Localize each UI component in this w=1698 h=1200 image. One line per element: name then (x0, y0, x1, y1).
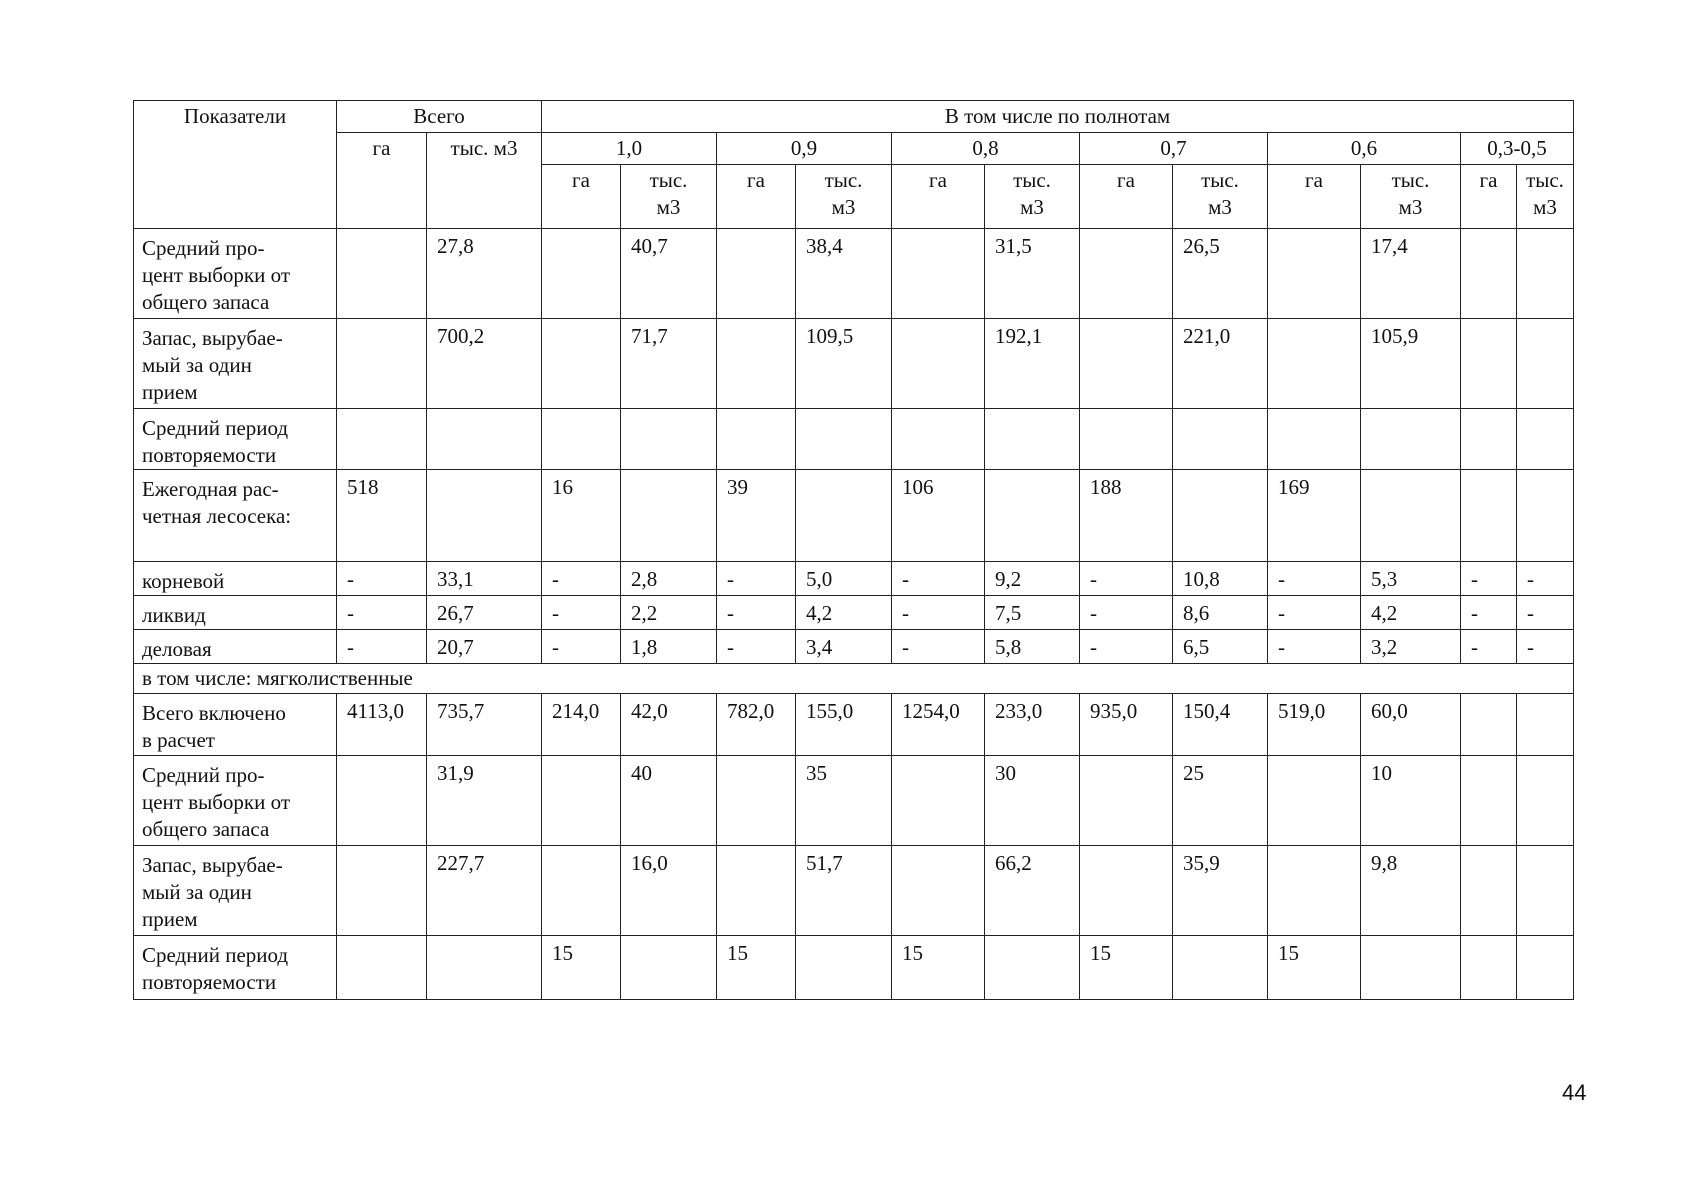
table-cell: 5,8 (985, 630, 1080, 664)
table-cell (1517, 756, 1574, 846)
header-density-2: 0,9 (717, 133, 892, 165)
table-cell: 15 (542, 936, 621, 1000)
row-label: Ежегодная рас- четная лесосека: (134, 470, 337, 562)
table-cell: 66,2 (985, 846, 1080, 936)
table-cell (892, 846, 985, 936)
header-density-4: 0,7 (1080, 133, 1268, 165)
table-cell: - (1517, 596, 1574, 630)
table-row (134, 562, 1574, 596)
table-cell (892, 756, 985, 846)
table-cell (1268, 756, 1361, 846)
section-label: в том числе: мягколиственные (134, 664, 1574, 694)
table-cell (1361, 409, 1461, 470)
table-cell (337, 229, 427, 319)
table-cell: 15 (1268, 936, 1361, 1000)
table-cell: 1254,0 (892, 694, 985, 756)
table-cell: 2,2 (621, 596, 717, 630)
table-cell: 169 (1268, 470, 1361, 562)
table-cell: - (717, 562, 796, 596)
table-cell (1173, 470, 1268, 562)
header-density-3: 0,8 (892, 133, 1080, 165)
header-row-2 (134, 133, 1574, 165)
table-cell: 39 (717, 470, 796, 562)
table-cell: 35 (796, 756, 892, 846)
table-cell (337, 409, 427, 470)
table-cell: 214,0 (542, 694, 621, 756)
table-cell: 221,0 (1173, 319, 1268, 409)
table-cell (1080, 319, 1173, 409)
table-cell (621, 470, 717, 562)
table-cell: 700,2 (427, 319, 542, 409)
table-cell: 42,0 (621, 694, 717, 756)
header-volume: тыс. м3 (1361, 165, 1461, 229)
table-cell: 15 (1080, 936, 1173, 1000)
table-cell: 106 (892, 470, 985, 562)
table-cell (1461, 409, 1517, 470)
row-label: корневой (134, 562, 337, 596)
table-cell: - (542, 562, 621, 596)
table-cell: - (542, 630, 621, 664)
table-cell: - (337, 630, 427, 664)
table-cell (337, 936, 427, 1000)
section-row (134, 664, 1574, 694)
table-row (134, 596, 1574, 630)
table-cell: - (337, 596, 427, 630)
table-cell: 31,9 (427, 756, 542, 846)
table-cell: - (1461, 630, 1517, 664)
table-cell: - (892, 562, 985, 596)
table-cell (1517, 229, 1574, 319)
table-cell: - (1080, 630, 1173, 664)
row-label: деловая (134, 630, 337, 664)
header-row-1 (134, 101, 1574, 133)
table-cell: 519,0 (1268, 694, 1361, 756)
table-body (134, 101, 1574, 1000)
table-cell: - (1461, 596, 1517, 630)
table-cell (796, 470, 892, 562)
table-cell (892, 229, 985, 319)
table-cell: 31,5 (985, 229, 1080, 319)
table-cell (717, 846, 796, 936)
table-cell (542, 756, 621, 846)
table-cell (1461, 319, 1517, 409)
row-label: Всего включено в расчет (134, 694, 337, 756)
table-cell (796, 936, 892, 1000)
table-cell (985, 409, 1080, 470)
table-cell (717, 756, 796, 846)
header-volume: тыс. м3 (1517, 165, 1574, 229)
header-ha: га (892, 165, 985, 229)
table-row (134, 319, 1574, 409)
table-cell (1461, 936, 1517, 1000)
table-cell: 109,5 (796, 319, 892, 409)
row-label: Запас, вырубае- мый за один прием (134, 846, 337, 936)
table-cell (717, 409, 796, 470)
table-cell: 51,7 (796, 846, 892, 936)
table-cell: - (1461, 562, 1517, 596)
table-cell (1461, 229, 1517, 319)
table-cell: - (1268, 596, 1361, 630)
table-row (134, 229, 1574, 319)
table-cell (1268, 409, 1361, 470)
table-cell (985, 470, 1080, 562)
table-cell (542, 319, 621, 409)
table-cell (1173, 936, 1268, 1000)
table-cell: 150,4 (1173, 694, 1268, 756)
header-density-5: 0,6 (1268, 133, 1461, 165)
header-ha: га (1080, 165, 1173, 229)
table-cell (1461, 756, 1517, 846)
table-cell: 4,2 (1361, 596, 1461, 630)
table-cell: 16,0 (621, 846, 717, 936)
header-indicators: Показатели (134, 101, 337, 229)
table-cell: - (1080, 596, 1173, 630)
table-cell (427, 470, 542, 562)
table-cell (985, 936, 1080, 1000)
table-cell: 105,9 (1361, 319, 1461, 409)
table-cell (1361, 470, 1461, 562)
table-cell (1268, 846, 1361, 936)
table-cell: 3,4 (796, 630, 892, 664)
table-cell (1461, 470, 1517, 562)
table-cell: - (1517, 562, 1574, 596)
table-cell: 6,5 (1173, 630, 1268, 664)
table-row (134, 756, 1574, 846)
row-label: Средний про- цент выборки от общего запаса (134, 756, 337, 846)
table-cell: 33,1 (427, 562, 542, 596)
table-cell: 71,7 (621, 319, 717, 409)
table-cell: 518 (337, 470, 427, 562)
table-cell: 5,3 (1361, 562, 1461, 596)
header-ha: га (717, 165, 796, 229)
table-cell (1517, 470, 1574, 562)
table-cell: - (717, 630, 796, 664)
table-cell (1517, 409, 1574, 470)
table-cell: 782,0 (717, 694, 796, 756)
page-number: 44 (1562, 1080, 1587, 1105)
table-row (134, 694, 1574, 756)
table-cell: 60,0 (1361, 694, 1461, 756)
table-cell: 10 (1361, 756, 1461, 846)
table-cell: 40 (621, 756, 717, 846)
header-ha: га (542, 165, 621, 229)
table-cell (796, 409, 892, 470)
table-cell (717, 229, 796, 319)
table-cell: - (542, 596, 621, 630)
table-cell (1080, 846, 1173, 936)
table-cell (427, 409, 542, 470)
table-row (134, 846, 1574, 936)
table-cell: 15 (892, 936, 985, 1000)
table-cell: - (717, 596, 796, 630)
row-label: Средний период повторяемости (134, 936, 337, 1000)
header-volume: тыс. м3 (1173, 165, 1268, 229)
table-cell: - (892, 630, 985, 664)
table-cell (337, 319, 427, 409)
row-label: Запас, вырубае- мый за один прием (134, 319, 337, 409)
table-cell: - (337, 562, 427, 596)
table-cell: 26,5 (1173, 229, 1268, 319)
table-row (134, 630, 1574, 664)
table-cell (892, 319, 985, 409)
table-cell (1517, 319, 1574, 409)
table-cell (542, 846, 621, 936)
table-cell (1268, 319, 1361, 409)
table-cell: 38,4 (796, 229, 892, 319)
table-cell (621, 409, 717, 470)
table-cell: 4113,0 (337, 694, 427, 756)
table-cell: 935,0 (1080, 694, 1173, 756)
table-cell (717, 319, 796, 409)
table-cell: 30 (985, 756, 1080, 846)
table-cell: 227,7 (427, 846, 542, 936)
table-row (134, 409, 1574, 470)
row-label: ликвид (134, 596, 337, 630)
table-cell: 1,8 (621, 630, 717, 664)
row-label: Средний про- цент выборки от общего запаса (134, 229, 337, 319)
header-volume: тыс. м3 (985, 165, 1080, 229)
table-cell: - (1268, 630, 1361, 664)
header-by-density: В том числе по полнотам (542, 101, 1574, 133)
table-cell: 233,0 (985, 694, 1080, 756)
table-cell: 4,2 (796, 596, 892, 630)
table-cell: - (1268, 562, 1361, 596)
header-total: Всего (337, 101, 542, 133)
table-cell: 15 (717, 936, 796, 1000)
table-cell (427, 936, 542, 1000)
table-cell: 35,9 (1173, 846, 1268, 936)
table-cell (892, 409, 985, 470)
table-cell: 9,2 (985, 562, 1080, 596)
table-cell: 5,0 (796, 562, 892, 596)
table-cell: 26,7 (427, 596, 542, 630)
table-cell: 16 (542, 470, 621, 562)
table-cell: - (1080, 562, 1173, 596)
table-cell: 8,6 (1173, 596, 1268, 630)
table-cell (1517, 694, 1574, 756)
header-ha: га (1461, 165, 1517, 229)
header-ha: га (1268, 165, 1361, 229)
table-cell (1080, 756, 1173, 846)
table-cell (1268, 229, 1361, 319)
row-label: Средний период повторяемости (134, 409, 337, 470)
table-cell: 10,8 (1173, 562, 1268, 596)
header-volume: тыс. м3 (621, 165, 717, 229)
table-cell (1517, 846, 1574, 936)
table-cell: 40,7 (621, 229, 717, 319)
table-cell: 17,4 (1361, 229, 1461, 319)
table-cell (542, 229, 621, 319)
table-cell (337, 846, 427, 936)
table-cell: 192,1 (985, 319, 1080, 409)
table-row (134, 936, 1574, 1000)
table-cell (1461, 694, 1517, 756)
table-cell: - (1517, 630, 1574, 664)
table-cell: 155,0 (796, 694, 892, 756)
table-cell: 20,7 (427, 630, 542, 664)
table-cell (1361, 936, 1461, 1000)
header-density-6: 0,3-0,5 (1461, 133, 1574, 165)
table-cell (1080, 409, 1173, 470)
table-cell: 2,8 (621, 562, 717, 596)
table-cell: 3,2 (1361, 630, 1461, 664)
table-cell: 188 (1080, 470, 1173, 562)
table-cell (1173, 409, 1268, 470)
forest-stock-table (133, 100, 1574, 1000)
table-cell: 27,8 (427, 229, 542, 319)
header-density-1: 1,0 (542, 133, 717, 165)
header-total-ha: га (337, 133, 427, 229)
header-total-volume: тыс. м3 (427, 133, 542, 229)
table-cell (1461, 846, 1517, 936)
table-cell (542, 409, 621, 470)
table-cell: 25 (1173, 756, 1268, 846)
table-cell (621, 936, 717, 1000)
header-volume: тыс. м3 (796, 165, 892, 229)
table-cell: 735,7 (427, 694, 542, 756)
table-cell: 9,8 (1361, 846, 1461, 936)
table-cell: 7,5 (985, 596, 1080, 630)
table-cell (337, 756, 427, 846)
table-cell (1080, 229, 1173, 319)
table-row (134, 470, 1574, 562)
table-cell: - (892, 596, 985, 630)
table-cell (1517, 936, 1574, 1000)
